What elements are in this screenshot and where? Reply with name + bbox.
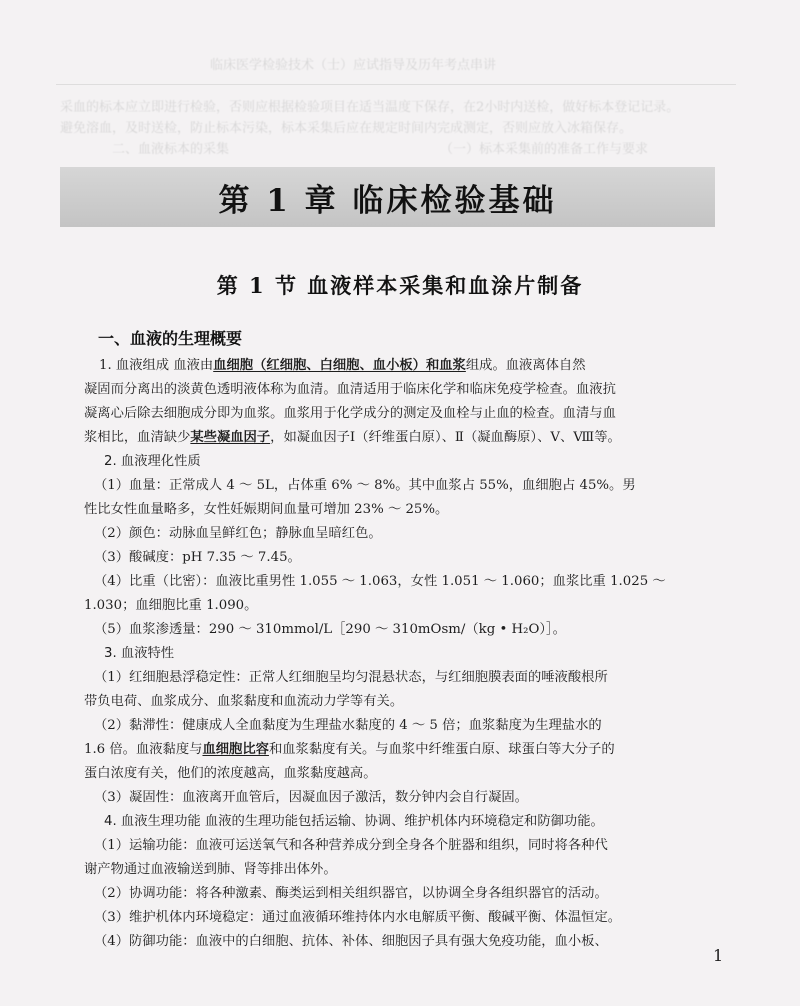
- text-run: 1. 血液组成 血液由: [99, 358, 214, 373]
- paragraph-line: 蛋白浓度有关，他们的浓度越高，血浆黏度越高。: [84, 766, 377, 781]
- paragraph-line: [84, 742, 615, 758]
- paragraph-line: （2）颜色：动脉血呈鲜红色；静脉血呈暗红色。: [94, 526, 382, 541]
- chapter-banner: [60, 167, 715, 227]
- paragraph-line: 带负电荷、血浆成分、血浆黏度和血流动力学等有关。: [84, 694, 404, 709]
- paragraph-heading: 4. 血液生理功能 血液的生理功能包括运输、协调、维护机体内环境稳定和防御功能。: [104, 814, 604, 829]
- paragraph-line: （1）血量：正常成人 4 ～ 5L，占体重 6% ～ 8%。其中血浆占 55%，血细胞占 45%。男: [94, 478, 636, 493]
- paragraph-line: （4）防御功能：血液中的白细胞、抗体、补体、细胞因子具有强大免疫功能，血小板、: [94, 934, 608, 949]
- paragraph-line: 性比女性血量略多，女性妊娠期间血量可增加 23% ～ 25%。: [84, 502, 449, 517]
- paragraph-line: （3）凝固性：血液离开血管后，因凝血因子激活，数分钟内会自行凝固。: [94, 790, 528, 805]
- subsection-title: 一、血液的生理概要: [98, 329, 243, 348]
- header-rule: [56, 84, 736, 85]
- bleed-through-text: （一）标本采集前的准备工作与要求: [440, 142, 649, 157]
- paragraph-line: 谢产物通过血液输送到肺、肾等排出体外。: [84, 862, 337, 877]
- text-run: 组成。血液离体自然: [465, 358, 586, 373]
- bleed-through-text: 二、血液标本的采集: [112, 142, 230, 157]
- bleed-through-text: 避免溶血，及时送检，防止标本污染，标本采集后应在规定时间内完成测定，否则应放入冰箱保存。: [60, 121, 633, 136]
- paragraph-line: [99, 358, 586, 374]
- paragraph-line: （3）维护机体内环境稳定：通过血液循环维持体内水电解质平衡、酸碱平衡、体温恒定。: [94, 910, 622, 925]
- paragraph-line: [84, 430, 621, 446]
- text-run: 和血浆黏度有关。与血浆中纤维蛋白原、球蛋白等大分子的: [268, 742, 615, 757]
- text-run: 浆相比，血清缺少: [84, 430, 191, 445]
- bleed-through-header: 临床医学检验技术（士）应试指导及历年考点串讲: [210, 58, 497, 73]
- section-title: 第 1 节 血液样本采集和血涂片制备: [216, 273, 584, 298]
- paragraph-line: 凝固而分离出的淡黄色透明液体称为血清。血清适用于临床化学和临床免疫学检查。血液抗: [84, 382, 616, 397]
- paragraph-line: （4）比重（比密）：血液比重男性 1.055 ～ 1.063，女性 1.051 ～ 1.060；血浆比重 1.025 ～: [94, 574, 666, 589]
- paragraph-line: （3）酸碱度：pH 7.35 ～ 7.45。: [94, 550, 301, 565]
- paragraph-line: （5）血浆渗透量：290 ～ 310mmol/L［290 ～ 310mOsm/（kg • H₂O）］。: [94, 622, 566, 637]
- key-term-underlined: 某些凝血因子: [190, 430, 271, 445]
- paragraph-line: 1.030；血细胞比重 1.090。: [84, 598, 258, 613]
- paragraph-line: （1）红细胞悬浮稳定性：正常人红细胞呈均匀混悬状态，与红细胞膜表面的唾液酸根所: [94, 670, 608, 685]
- key-term-underlined: 血细胞（红细胞、白细胞、血小板）和血浆: [213, 358, 466, 373]
- page-number: 1: [713, 946, 724, 965]
- paragraph-line: （2）黏滞性：健康成人全血黏度为生理盐水黏度的 4 ～ 5 倍；血浆黏度为生理盐水的: [94, 718, 602, 733]
- bleed-through-text: 采血的标本应立即进行检验，否则应根据检验项目在适当温度下保存，在2小时内送检，做好标本登记记录。: [60, 100, 680, 115]
- paragraph-line: 凝离心后除去细胞成分即为血浆。血浆用于化学成分的测定及血栓与止血的检查。血清与血: [84, 406, 616, 421]
- text-run: ，如凝血因子Ⅰ（纤维蛋白原）、Ⅱ（凝血酶原）、Ⅴ、Ⅷ等。: [270, 430, 621, 445]
- paragraph-heading: 2. 血液理化性质: [104, 454, 201, 469]
- paragraph-heading: 3. 血液特性: [104, 646, 175, 661]
- chapter-title: 第 1 章 临床检验基础: [218, 182, 557, 219]
- key-term-underlined: 血细胞比容: [202, 742, 269, 757]
- paragraph-line: （2）协调功能：将各种激素、酶类运到相关组织器官，以协调全身各组织器官的活动。: [94, 886, 608, 901]
- text-run: 1.6 倍。血液黏度与: [84, 742, 203, 757]
- paragraph-line: （1）运输功能：血液可运送氧气和各种营养成分到全身各个脏器和组织，同时将各种代: [94, 838, 608, 853]
